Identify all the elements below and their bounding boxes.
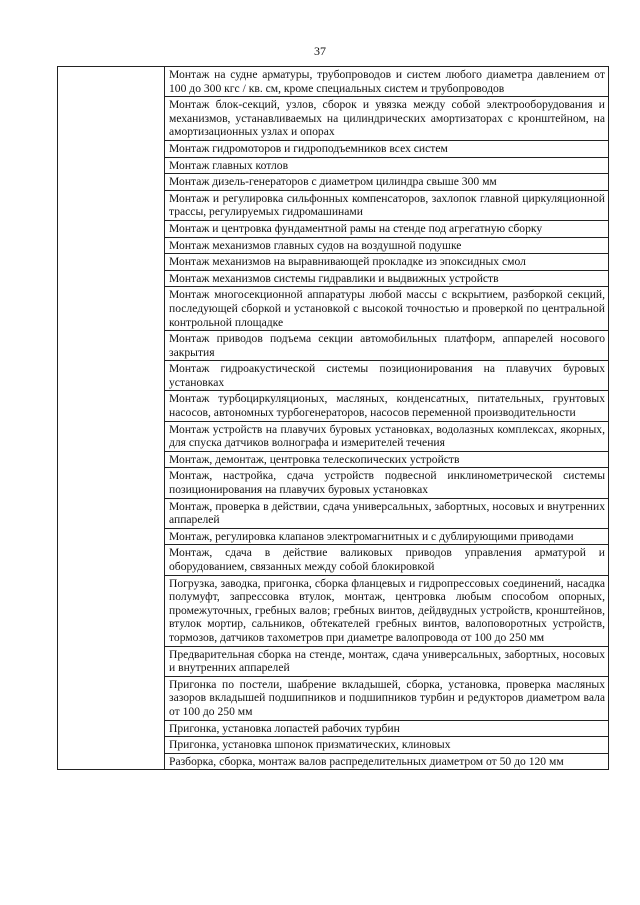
works-table — [57, 66, 609, 770]
work-description: Монтаж, сдача в действие валиковых приводов управления арматурой и оборудованием, связанных между собой блокировкой — [165, 545, 609, 575]
work-description: Монтаж и центровка фундаментной рамы на стенде под агрегатную сборку — [165, 220, 609, 237]
work-description: Монтаж блок-секций, узлов, сборок и увязка между собой электрооборудования и механизмов, устанавливаемых на цилиндрических амортизаторах с кронштейном, на амортизационных узлах и опорах — [165, 97, 609, 141]
page-number: 37 — [314, 44, 326, 58]
work-description: Пригонка, установка лопастей рабочих турбин — [165, 720, 609, 737]
table-row — [58, 67, 609, 97]
work-description: Монтаж и регулировка сильфонных компенсаторов, захлопок главной циркуляционной трассы, регулируемых гидромашинами — [165, 190, 609, 220]
code-column-cell — [58, 67, 165, 770]
work-description: Монтаж главных котлов — [165, 157, 609, 174]
work-description: Монтаж многосекционной аппаратуры любой массы с вскрытием, разборкой секций, последующей сборкой и установкой с высокой точностью и проверкой по центральной контрольной площадке — [165, 287, 609, 331]
work-description: Монтаж механизмов системы гидравлики и выдвижных устройств — [165, 270, 609, 287]
work-description: Монтаж, демонтаж, центровка телескопических устройств — [165, 451, 609, 468]
works-table-body — [58, 67, 609, 770]
work-description: Разборка, сборка, монтаж валов распределительных диаметром от 50 до 120 мм — [165, 753, 609, 770]
work-description: Монтаж гидроакустической системы позиционирования на плавучих буровых установках — [165, 361, 609, 391]
work-description: Предварительная сборка на стенде, монтаж, сдача универсальных, забортных, носовых и внутренних аппарелей — [165, 646, 609, 676]
work-description: Монтаж дизель-генераторов с диаметром цилиндра свыше 300 мм — [165, 174, 609, 191]
work-description: Монтаж приводов подъема секции автомобильных платформ, аппарелей носового закрытия — [165, 331, 609, 361]
work-description: Погрузка, заводка, пригонка, сборка фланцевых и гидропрессовых соединений, насадка полумуфт, запрессовка втулок, монтаж, центровка любым способом опорных, промежуточных, гребных валов; гребных винтов, дейдвудных устройств, кронштейнов, втулок мортир, сальников, обтекателей гребных винтов, валоповоротных устройств, тормозов, датчиков тахометров при диаметре валопровода от 100 до 250 мм — [165, 575, 609, 646]
work-description: Монтаж турбоциркуляционых, масляных, конденсатных, питательных, грунтовых насосов, автономных турбогенераторов, насосов переменной производительности — [165, 391, 609, 421]
work-description: Пригонка по постели, шабрение вкладышей, сборка, установка, проверка масляных зазоров вкладышей подшипников и подшипников турбин и редукторов диаметром вала от 100 до 250 мм — [165, 676, 609, 720]
work-description: Монтаж механизмов главных судов на воздушной подушке — [165, 237, 609, 254]
work-description: Монтаж, настройка, сдача устройств подвесной инклинометрической системы позиционирования на плавучих буровых установках — [165, 468, 609, 498]
work-description: Монтаж, регулировка клапанов электромагнитных и с дублирующими приводами — [165, 528, 609, 545]
work-description: Пригонка, установка шпонок призматических, клиновых — [165, 737, 609, 754]
work-description: Монтаж на судне арматуры, трубопроводов и систем любого диаметра давлением от 100 до 300 кгс / кв. см, кроме специальных систем и трубопроводов — [165, 67, 609, 97]
work-description: Монтаж механизмов на выравнивающей прокладке из эпоксидных смол — [165, 254, 609, 271]
work-description: Монтаж гидромоторов и гидроподъемников всех систем — [165, 140, 609, 157]
work-description: Монтаж устройств на плавучих буровых установках, водолазных комплексах, якорных, для спуска датчиков волнографа и измерителей течения — [165, 421, 609, 451]
work-description: Монтаж, проверка в действии, сдача универсальных, забортных, носовых и внутренних аппарелей — [165, 498, 609, 528]
